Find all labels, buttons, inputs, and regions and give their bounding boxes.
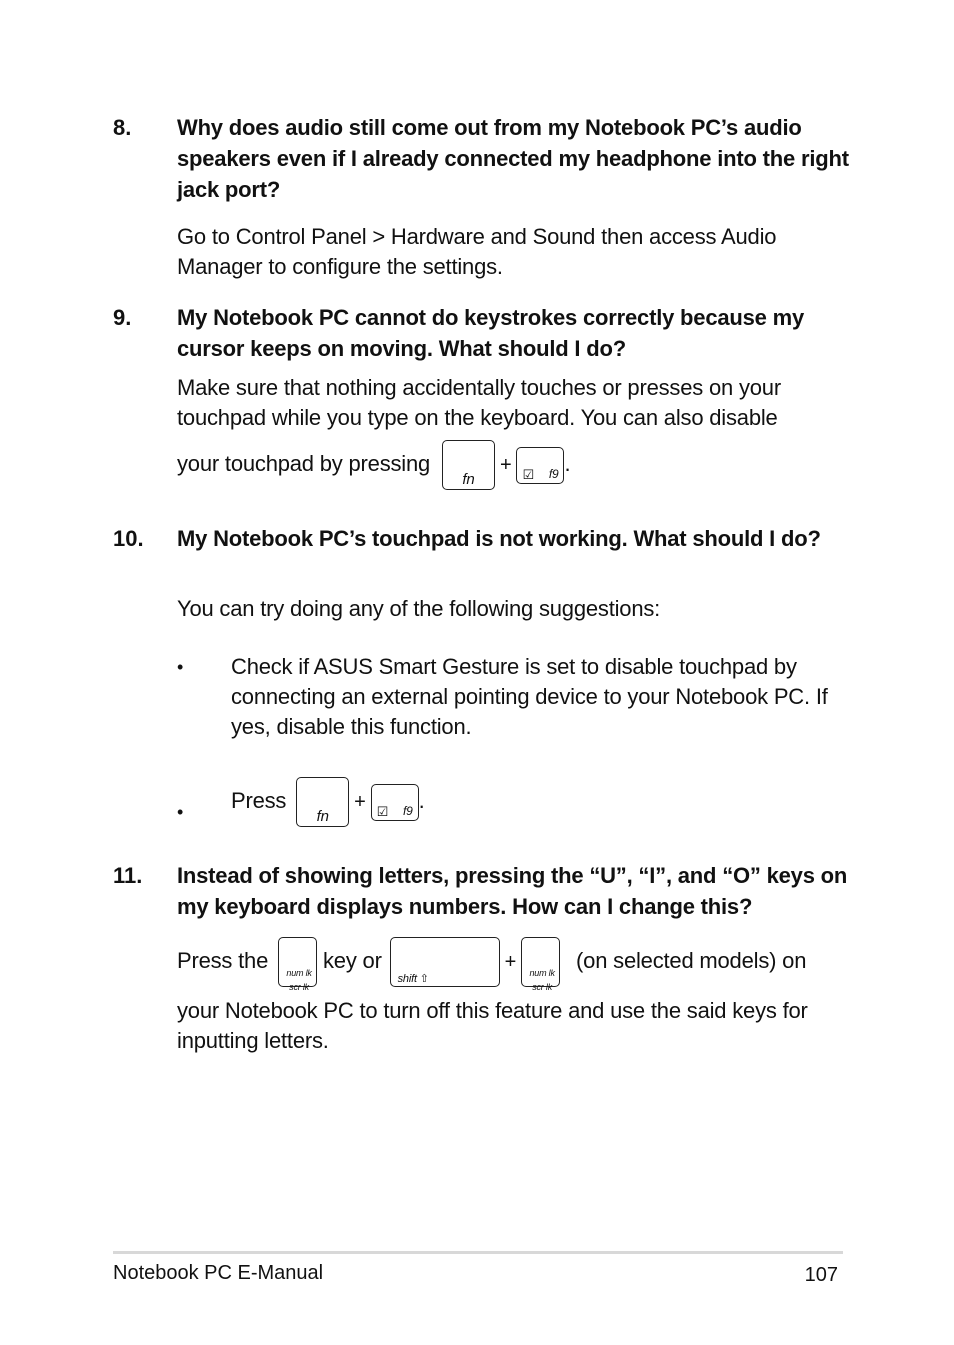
f9-key-label: f9	[403, 803, 413, 818]
fn-key	[296, 777, 349, 827]
question-11	[113, 860, 853, 922]
answer-11-models: (on selected models) on	[576, 948, 807, 973]
bullet-item	[177, 776, 847, 827]
f9-key	[371, 784, 419, 821]
answer-9-keys-line	[177, 439, 847, 490]
question-number: 8.	[113, 115, 132, 140]
question-title: My Notebook PC cannot do keystrokes correctly because my cursor keeps on moving. What should I do?	[177, 305, 805, 361]
question-title: Instead of showing letters, pressing the “U”, “I”, and “O” keys on my keyboard displays numbers. How can I change this?	[177, 863, 848, 919]
plus-sign: +	[354, 791, 366, 814]
question-title: My Notebook PC’s touchpad is not working. What should I do?	[177, 526, 821, 551]
bullet-dot: •	[177, 802, 184, 822]
answer-11-keys-line	[177, 936, 847, 993]
scrlk-label: scr lk	[532, 982, 553, 993]
touchpad-toggle-icon: ☑	[522, 466, 534, 482]
bullet-dot: •	[177, 657, 184, 677]
answer-9-text: your touchpad by pressing	[177, 451, 431, 476]
f9-key	[516, 447, 564, 484]
period: .	[418, 788, 425, 813]
question-number: 10.	[113, 526, 144, 551]
bullet-text: Press	[231, 788, 287, 813]
answer-8: Go to Control Panel > Hardware and Sound then access Audio Manager to configure the settings.	[177, 224, 777, 279]
question-number: 9.	[113, 305, 132, 330]
plus-sign: +	[499, 454, 512, 477]
touchpad-toggle-icon: ☑	[376, 803, 389, 819]
numlk-label: num lk	[529, 968, 555, 979]
plus-sign: +	[504, 951, 517, 974]
bullet-press-line	[231, 776, 847, 827]
answer-9: Make sure that nothing accidentally touches or presses on your touchpad while you type on the keyboard. You can also disable	[177, 375, 781, 430]
question-10	[113, 523, 853, 554]
footer-divider	[113, 1251, 843, 1254]
answer-11-rest: your Notebook PC to turn off this feature and use the said keys for inputting letters.	[177, 998, 808, 1053]
answer-11-press: Press the	[177, 948, 269, 973]
page-number: 107	[804, 1264, 838, 1286]
numlk-key	[521, 937, 560, 993]
numlk-label: num lk	[286, 968, 312, 979]
shift-key-label: shift ⇧	[397, 973, 429, 986]
fn-key-label: fn	[462, 471, 475, 489]
question-title: Why does audio still come out from my Notebook PC’s audio speakers even if I already connected my headphone into the right jack port?	[177, 115, 849, 202]
period: .	[564, 451, 571, 476]
scrlk-label: scr lk	[289, 982, 309, 993]
answer-10-intro: You can try doing any of the following suggestions:	[177, 596, 661, 621]
numlk-key	[278, 937, 317, 993]
shift-key	[390, 937, 500, 987]
question-9	[113, 302, 853, 364]
fn-key-label: fn	[316, 808, 329, 826]
f9-key-label: f9	[548, 466, 559, 481]
question-number: 11.	[113, 863, 143, 888]
fn-key	[442, 440, 495, 490]
bullet-item	[177, 652, 847, 742]
answer-11-key-or: key or	[322, 948, 382, 973]
bullet-text: Check if ASUS Smart Gesture is set to disable touchpad by connecting an external pointing device to your Notebook PC. If yes, disable this function.	[231, 654, 828, 739]
question-8	[113, 112, 853, 205]
footer-title: Notebook PC E-Manual	[113, 1262, 324, 1284]
